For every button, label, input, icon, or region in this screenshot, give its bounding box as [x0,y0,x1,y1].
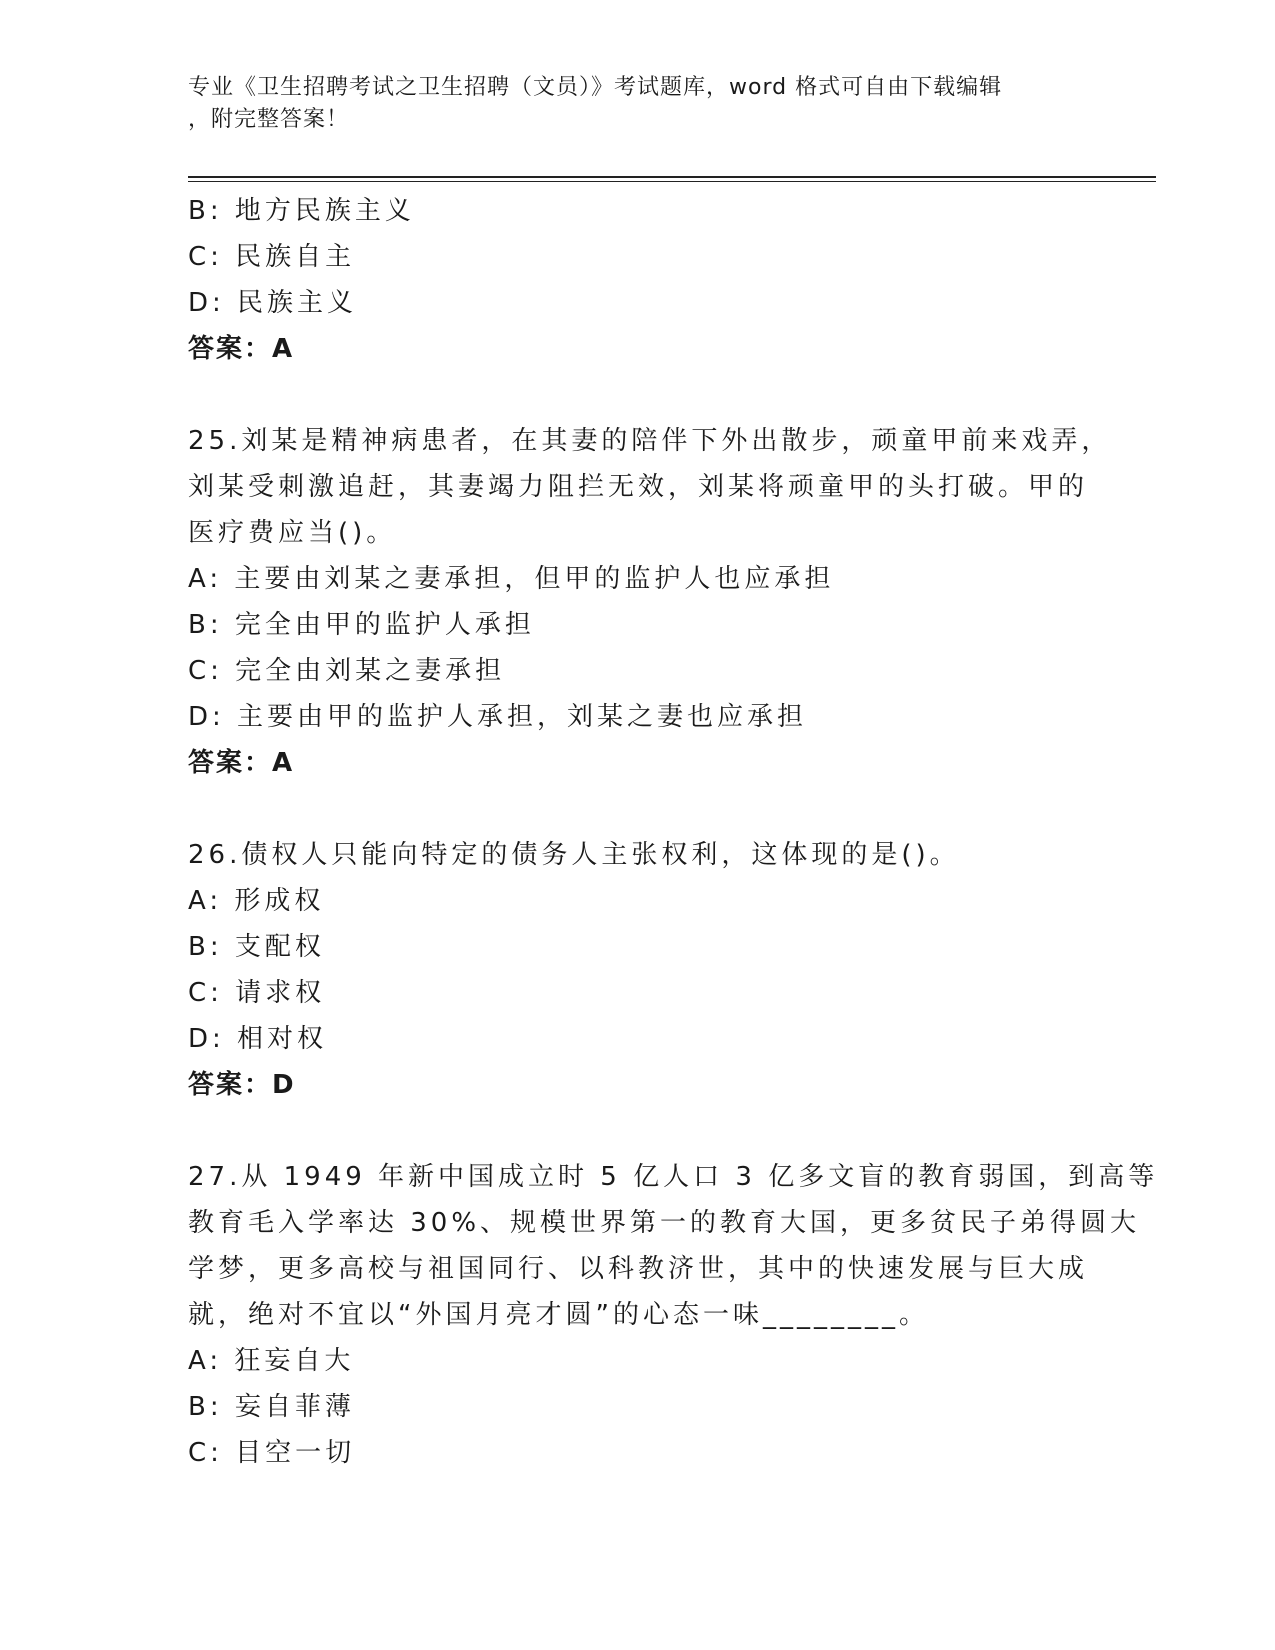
option-b: B: 支配权 [188,932,325,962]
option-d: D: 主要由甲的监护人承担，刘某之妻也应承担 [188,702,808,732]
spacer [188,1108,1088,1154]
question-text-line: 学梦，更多高校与祖国同行、以科教济世，其中的快速发展与巨大成 [188,1254,1089,1284]
header-divider-thin [188,181,1156,182]
question-text-line: 27.从 1949 年新中国成立时 5 亿人口 3 亿多文盲的教育弱国，到高等 [188,1162,1159,1192]
spacer [188,372,1088,418]
option-a: A: 主要由刘某之妻承担，但甲的监护人也应承担 [188,564,835,594]
option-b: B: 完全由甲的监护人承担 [188,610,535,640]
question-text-line: 26.债权人只能向特定的债务人主张权利，这体现的是()。 [188,840,960,870]
option-c: C: 请求权 [188,978,326,1008]
header-line-2: ，附完整答案！ [188,107,350,132]
option-d: D: 相对权 [188,1024,328,1054]
option-b: B: 地方民族主义 [188,196,415,226]
option-a: A: 狂妄自大 [188,1346,355,1376]
question-text-line: 25.刘某是精神病患者，在其妻的陪伴下外出散步，顽童甲前来戏弄， [188,426,1112,456]
question-text-line: 刘某受刺激追赶，其妻竭力阻拦无效，刘某将顽童甲的头打破。甲的 [188,472,1089,502]
answer: 答案：A [188,334,295,364]
option-c: C: 民族自主 [188,242,356,272]
question-27 [188,1154,1159,1476]
option-b: B: 妄自菲薄 [188,1392,355,1422]
header-line-1: 专业《卫生招聘考试之卫生招聘（文员）》考试题库，word 格式可自由下载编辑 [188,75,1003,100]
spacer [188,786,1088,832]
question-text-line: 教育毛入学率达 30%、规模世界第一的教育大国，更多贫民子弟得圆大 [188,1208,1141,1238]
document-header [188,72,1068,136]
option-c: C: 目空一切 [188,1438,356,1468]
question-text-line: 就，绝对不宜以“外国月亮才圆”的心态一味________。 [188,1300,929,1330]
option-d: D: 民族主义 [188,288,358,318]
question-text-line: 医疗费应当()。 [188,518,397,548]
header-divider-thick [188,176,1156,178]
question-24-tail [188,188,1088,372]
question-25 [188,418,1112,786]
option-c: C: 完全由刘某之妻承担 [188,656,506,686]
answer: 答案：D [188,1070,296,1100]
option-a: A: 形成权 [188,886,325,916]
question-26 [188,832,1088,1108]
question-content [188,188,1159,1476]
answer: 答案：A [188,748,295,778]
